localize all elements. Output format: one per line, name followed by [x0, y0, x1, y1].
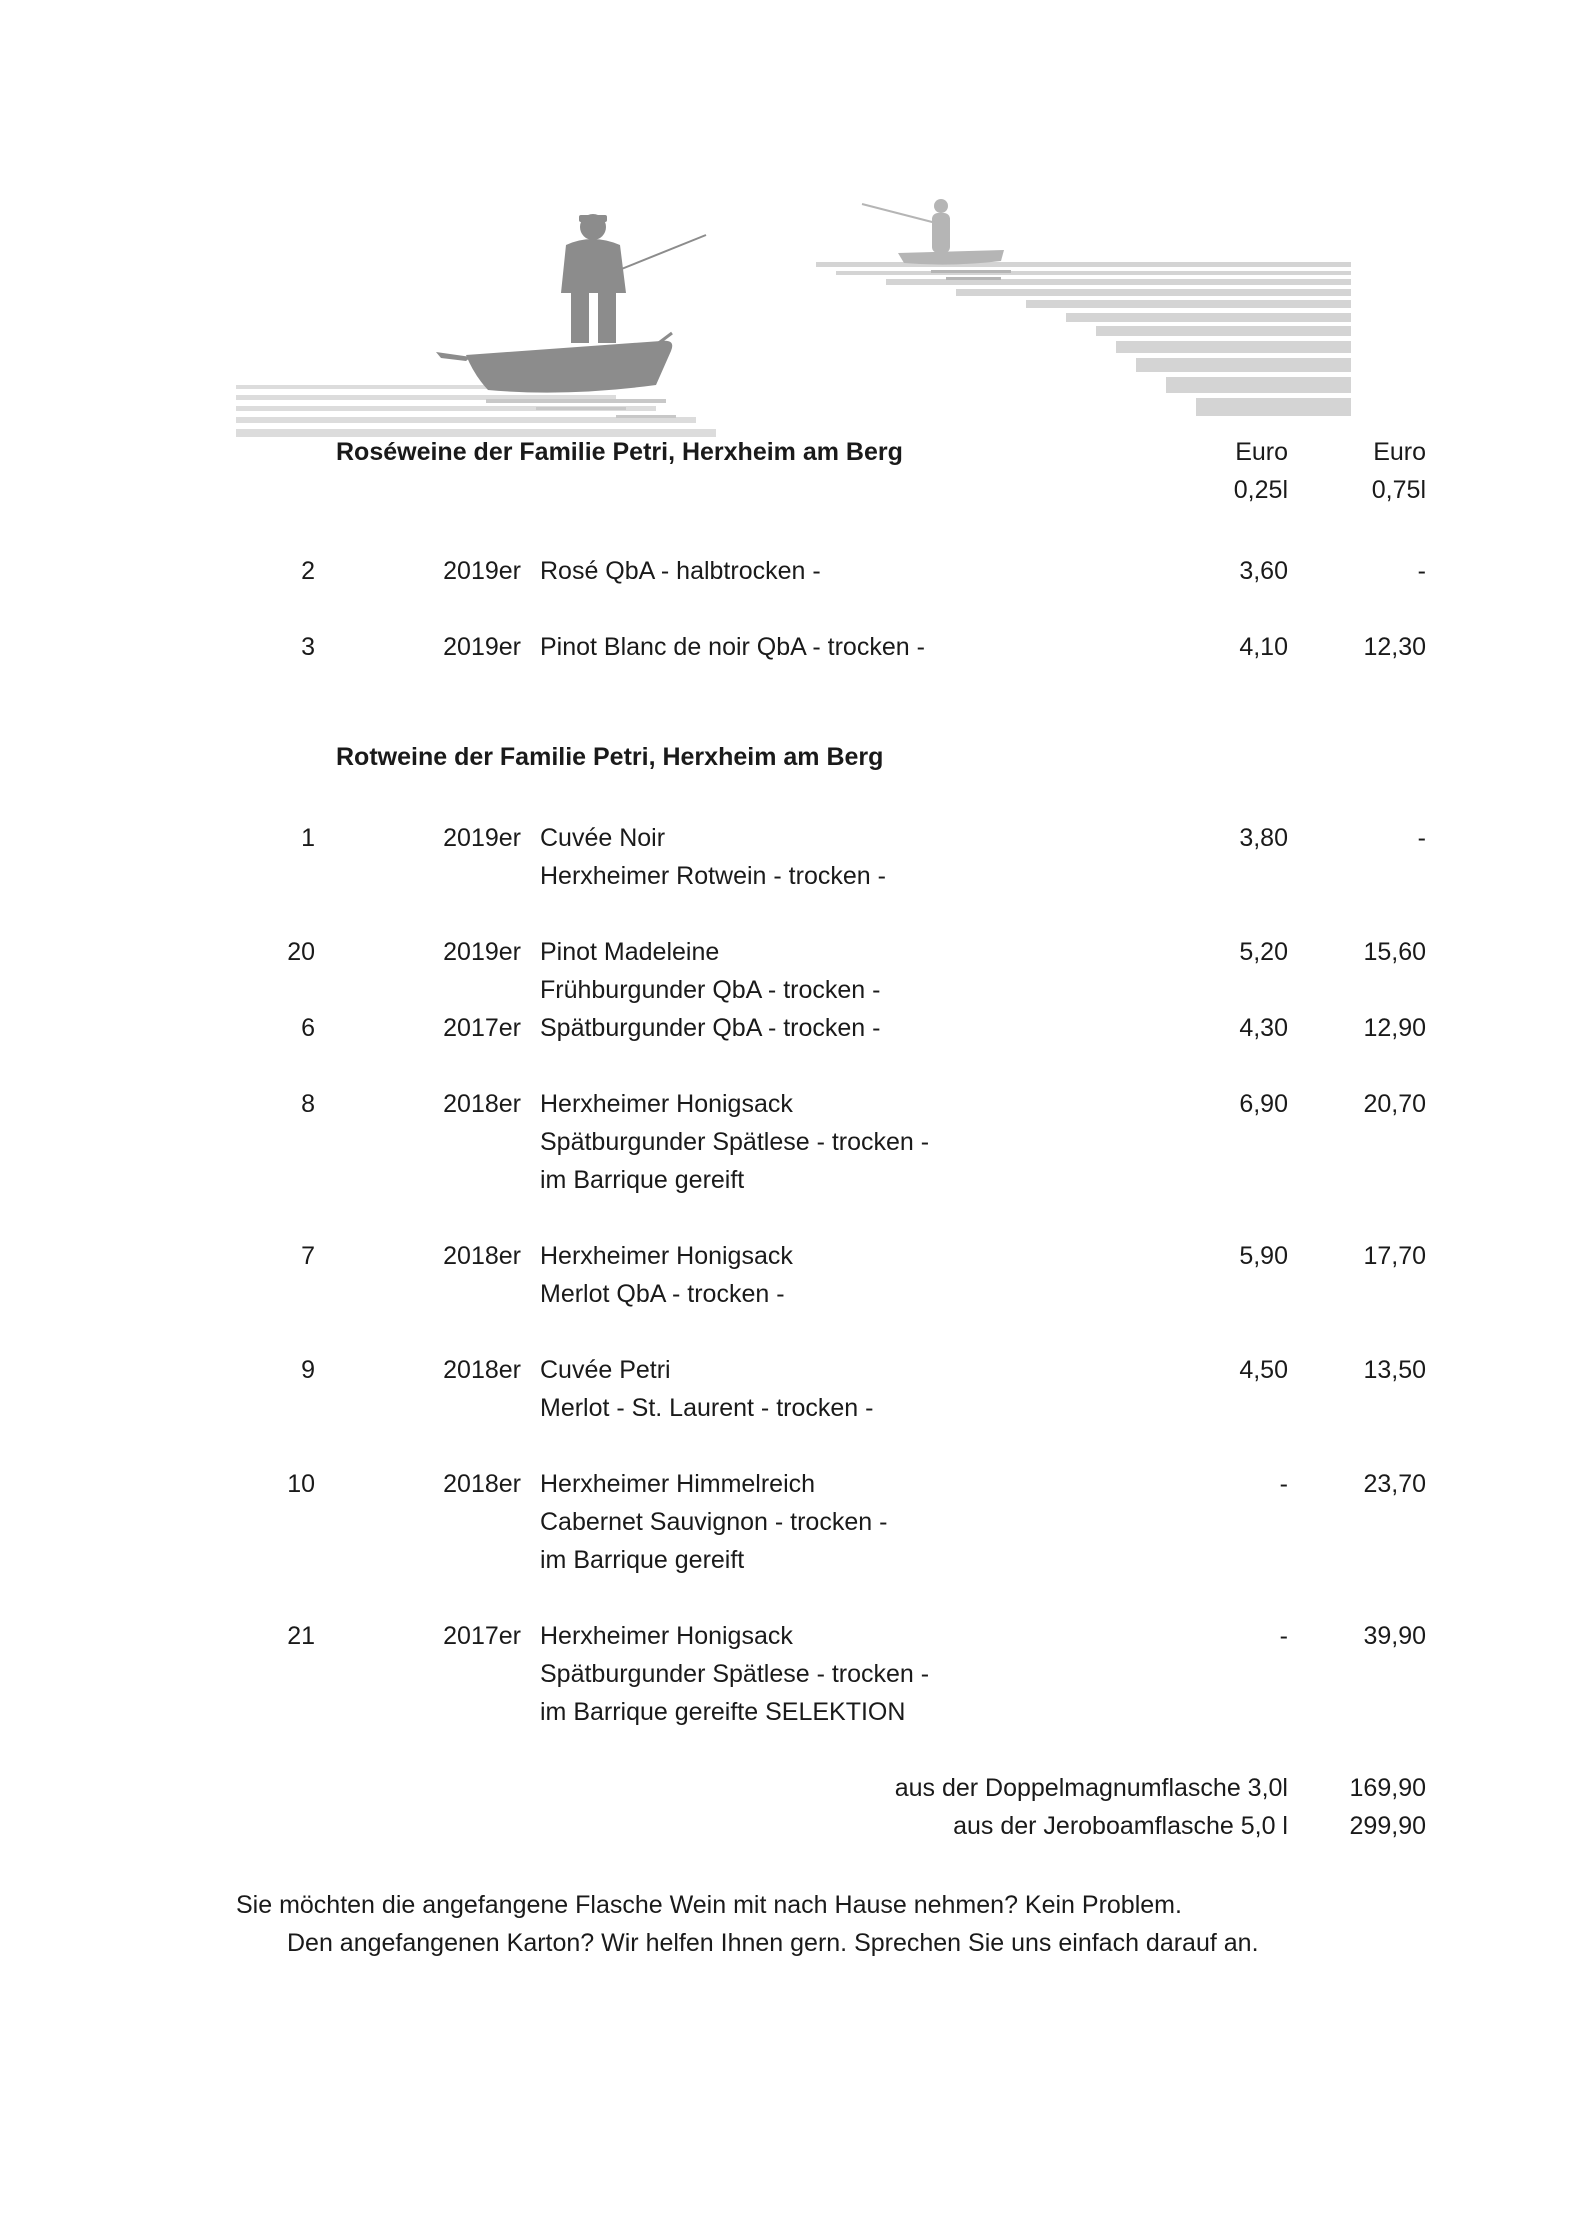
wine-name: Pinot Madeleine: [540, 938, 720, 966]
red-section-title: Rotweine der Familie Petri, Herxheim am Berg: [336, 743, 884, 771]
wine-number: 6: [301, 1014, 315, 1042]
wine-vintage: 2019er: [443, 633, 521, 661]
price-bottle: -: [1417, 824, 1426, 852]
wine-description: Spätburgunder Spätlese - trocken -: [540, 1128, 930, 1156]
wine-name: Pinot Blanc de noir QbA - trocken -: [540, 633, 925, 661]
price-small: 3,80: [1239, 824, 1288, 852]
price-bottle: 13,50: [1363, 1356, 1426, 1384]
wine-name: Cuvée Noir: [540, 824, 666, 852]
wine-name: Herxheimer Honigsack: [540, 1242, 793, 1270]
wine-description: Frühburgunder QbA - trocken -: [540, 976, 881, 1004]
footer-note-line-2: Den angefangenen Karton? Wir helfen Ihnen gern. Sprechen Sie uns einfach darauf an.: [287, 1929, 1259, 1957]
wine-vintage: 2019er: [443, 824, 521, 852]
wine-number: 20: [287, 938, 315, 966]
wine-description: im Barrique gereift: [540, 1166, 745, 1194]
price-bottle: 12,90: [1363, 1014, 1426, 1042]
wine-number: 9: [301, 1356, 315, 1384]
fishermen-in-boats-illustration: [236, 175, 1352, 440]
wine-vintage: 2018er: [443, 1356, 521, 1384]
wine-vintage: 2019er: [443, 938, 521, 966]
rose-section-title: Roséweine der Familie Petri, Herxheim am Berg: [336, 438, 903, 466]
price-small: 4,30: [1239, 1014, 1288, 1042]
wine-description: Spätburgunder Spätlese - trocken -: [540, 1660, 930, 1688]
wine-vintage: 2018er: [443, 1242, 521, 1270]
wine-name: Cuvée Petri: [540, 1356, 671, 1384]
wine-description: Cabernet Sauvignon - trocken -: [540, 1508, 888, 1536]
col-header-small-size: 0,25l: [1233, 476, 1288, 504]
large-bottle-label: aus der Doppelmagnumflasche 3,0l: [894, 1774, 1288, 1802]
wine-vintage: 2018er: [443, 1470, 521, 1498]
price-small: 3,60: [1239, 557, 1288, 585]
wine-vintage: 2019er: [443, 557, 521, 585]
price-bottle: 17,70: [1363, 1242, 1426, 1270]
wine-number: 7: [301, 1242, 315, 1270]
large-bottle-price: 299,90: [1349, 1812, 1426, 1840]
wine-name: Rosé QbA - halbtrocken -: [540, 557, 821, 585]
price-small: 5,90: [1239, 1242, 1288, 1270]
wine-description: Merlot QbA - trocken -: [540, 1280, 785, 1308]
col-header-bottle-unit: Euro: [1373, 438, 1426, 466]
wine-vintage: 2017er: [443, 1622, 521, 1650]
price-bottle: 12,30: [1363, 633, 1426, 661]
price-bottle: 20,70: [1363, 1090, 1426, 1118]
wine-name: Herxheimer Himmelreich: [540, 1470, 816, 1498]
wine-name: Herxheimer Honigsack: [540, 1622, 793, 1650]
wine-name: Spätburgunder QbA - trocken -: [540, 1014, 881, 1042]
wine-description: im Barrique gereifte SELEKTION: [540, 1698, 906, 1726]
wine-vintage: 2017er: [443, 1014, 521, 1042]
wine-description: Merlot - St. Laurent - trocken -: [540, 1394, 874, 1422]
price-small: 6,90: [1239, 1090, 1288, 1118]
large-bottle-price: 169,90: [1349, 1774, 1426, 1802]
wine-description: im Barrique gereift: [540, 1546, 745, 1574]
wine-number: 3: [301, 633, 315, 661]
price-small: -: [1279, 1470, 1288, 1498]
wine-number: 21: [287, 1622, 315, 1650]
price-bottle: 15,60: [1363, 938, 1426, 966]
wine-number: 1: [301, 824, 315, 852]
wine-number: 8: [301, 1090, 315, 1118]
col-header-small-unit: Euro: [1235, 438, 1288, 466]
wine-vintage: 2018er: [443, 1090, 521, 1118]
price-small: 4,50: [1239, 1356, 1288, 1384]
price-small: 5,20: [1239, 938, 1288, 966]
price-small: -: [1279, 1622, 1288, 1650]
wine-name: Herxheimer Honigsack: [540, 1090, 793, 1118]
wine-description: Herxheimer Rotwein - trocken -: [540, 862, 886, 890]
large-bottle-label: aus der Jeroboamflasche 5,0 l: [953, 1812, 1288, 1840]
price-bottle: 23,70: [1363, 1470, 1426, 1498]
wine-number: 10: [287, 1470, 315, 1498]
col-header-bottle-size: 0,75l: [1371, 476, 1426, 504]
price-bottle: -: [1417, 557, 1426, 585]
wine-number: 2: [301, 557, 315, 585]
price-small: 4,10: [1239, 633, 1288, 661]
footer-note-line-1: Sie möchten die angefangene Flasche Wein mit nach Hause nehmen? Kein Problem.: [236, 1891, 1182, 1919]
price-bottle: 39,90: [1363, 1622, 1426, 1650]
